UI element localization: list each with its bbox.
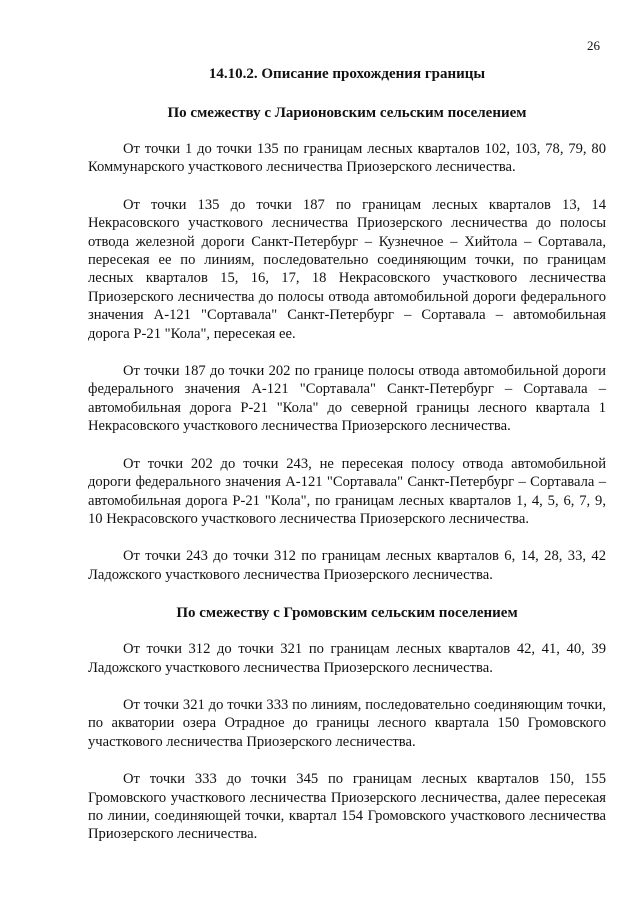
paragraph: От точки 1 до точки 135 по границам лесных кварталов 102, 103, 78, 79, 80 Коммунарского участкового лесничества Приозерского лесничества. <box>88 141 606 176</box>
document-content <box>88 64 606 863</box>
paragraph: От точки 333 до точки 345 по границам лесных кварталов 150, 155 Громовского участкового лесничества Приозерского лесничества, далее пересекая по линии, соединяющей точки, квартал 154 Громовского участкового лесничества Приозерского лесничества. <box>88 771 606 843</box>
section-heading: По смежеству с Ларионовским сельским поселением <box>167 105 527 121</box>
paragraph: От точки 187 до точки 202 по границе полосы отвода автомобильной дороги федерального значения А-121 "Сортавала" Санкт-Петербург – Сортавала – автомобильная дорога Р-21 "Кола" до северной границы лесного квартала 1 Некрасовского участкового лесничества Приозерского лесничества. <box>88 363 606 435</box>
paragraph: От точки 243 до точки 312 по границам лесных кварталов 6, 14, 28, 33, 42 Ладожского участкового лесничества Приозерского лесничества. <box>88 548 606 583</box>
section-gromovskoe <box>88 603 606 844</box>
section-heading: По смежеству с Громовским сельским поселением <box>176 605 518 622</box>
document-title: 14.10.2. Описание прохождения границы <box>208 66 486 82</box>
section-larionovskoe <box>88 103 606 584</box>
page-number: 26 <box>587 38 600 53</box>
paragraph: От точки 321 до точки 333 по линиям, последовательно соединяющим точки, по акватории озера Отрадное до границы лесного квартала 150 Громовского участкового лесничества Приозерского лесничества. <box>88 696 606 750</box>
paragraph: От точки 135 до точки 187 по границам лесных кварталов 13, 14 Некрасовского участкового лесничества Приозерского лесничества до полосы отвода железной дороги Санкт-Петербург – Кузнечное – Хийтола – Сортавала, пересекая ее по линиям, последовательно соединяющим точки, по границам лесных кварталов 15, 16, 17, 18 Некрасовского участкового лесничества Приозерского лесничества до полосы отвода автомобильной дороги федерального значения А-121 "Сортавала" Санкт-Петербург – Сортавала – автомобильная дорога Р-21 "Кола", пересекая ее. <box>88 196 606 342</box>
paragraph: От точки 312 до точки 321 по границам лесных кварталов 42, 41, 40, 39 Ладожского участкового лесничества Приозерского лесничества. <box>88 641 606 676</box>
paragraph: От точки 202 до точки 243, не пересекая полосу отвода автомобильной дороги федерального значения А-121 "Сортавала" Санкт-Петербург – Сортавала – автомобильная дорога Р-21 "Кола", по границам лесных кварталов 1, 4, 5, 6, 7, 9, 10 Некрасовского участкового лесничества Приозерского лесничества. <box>88 455 606 527</box>
